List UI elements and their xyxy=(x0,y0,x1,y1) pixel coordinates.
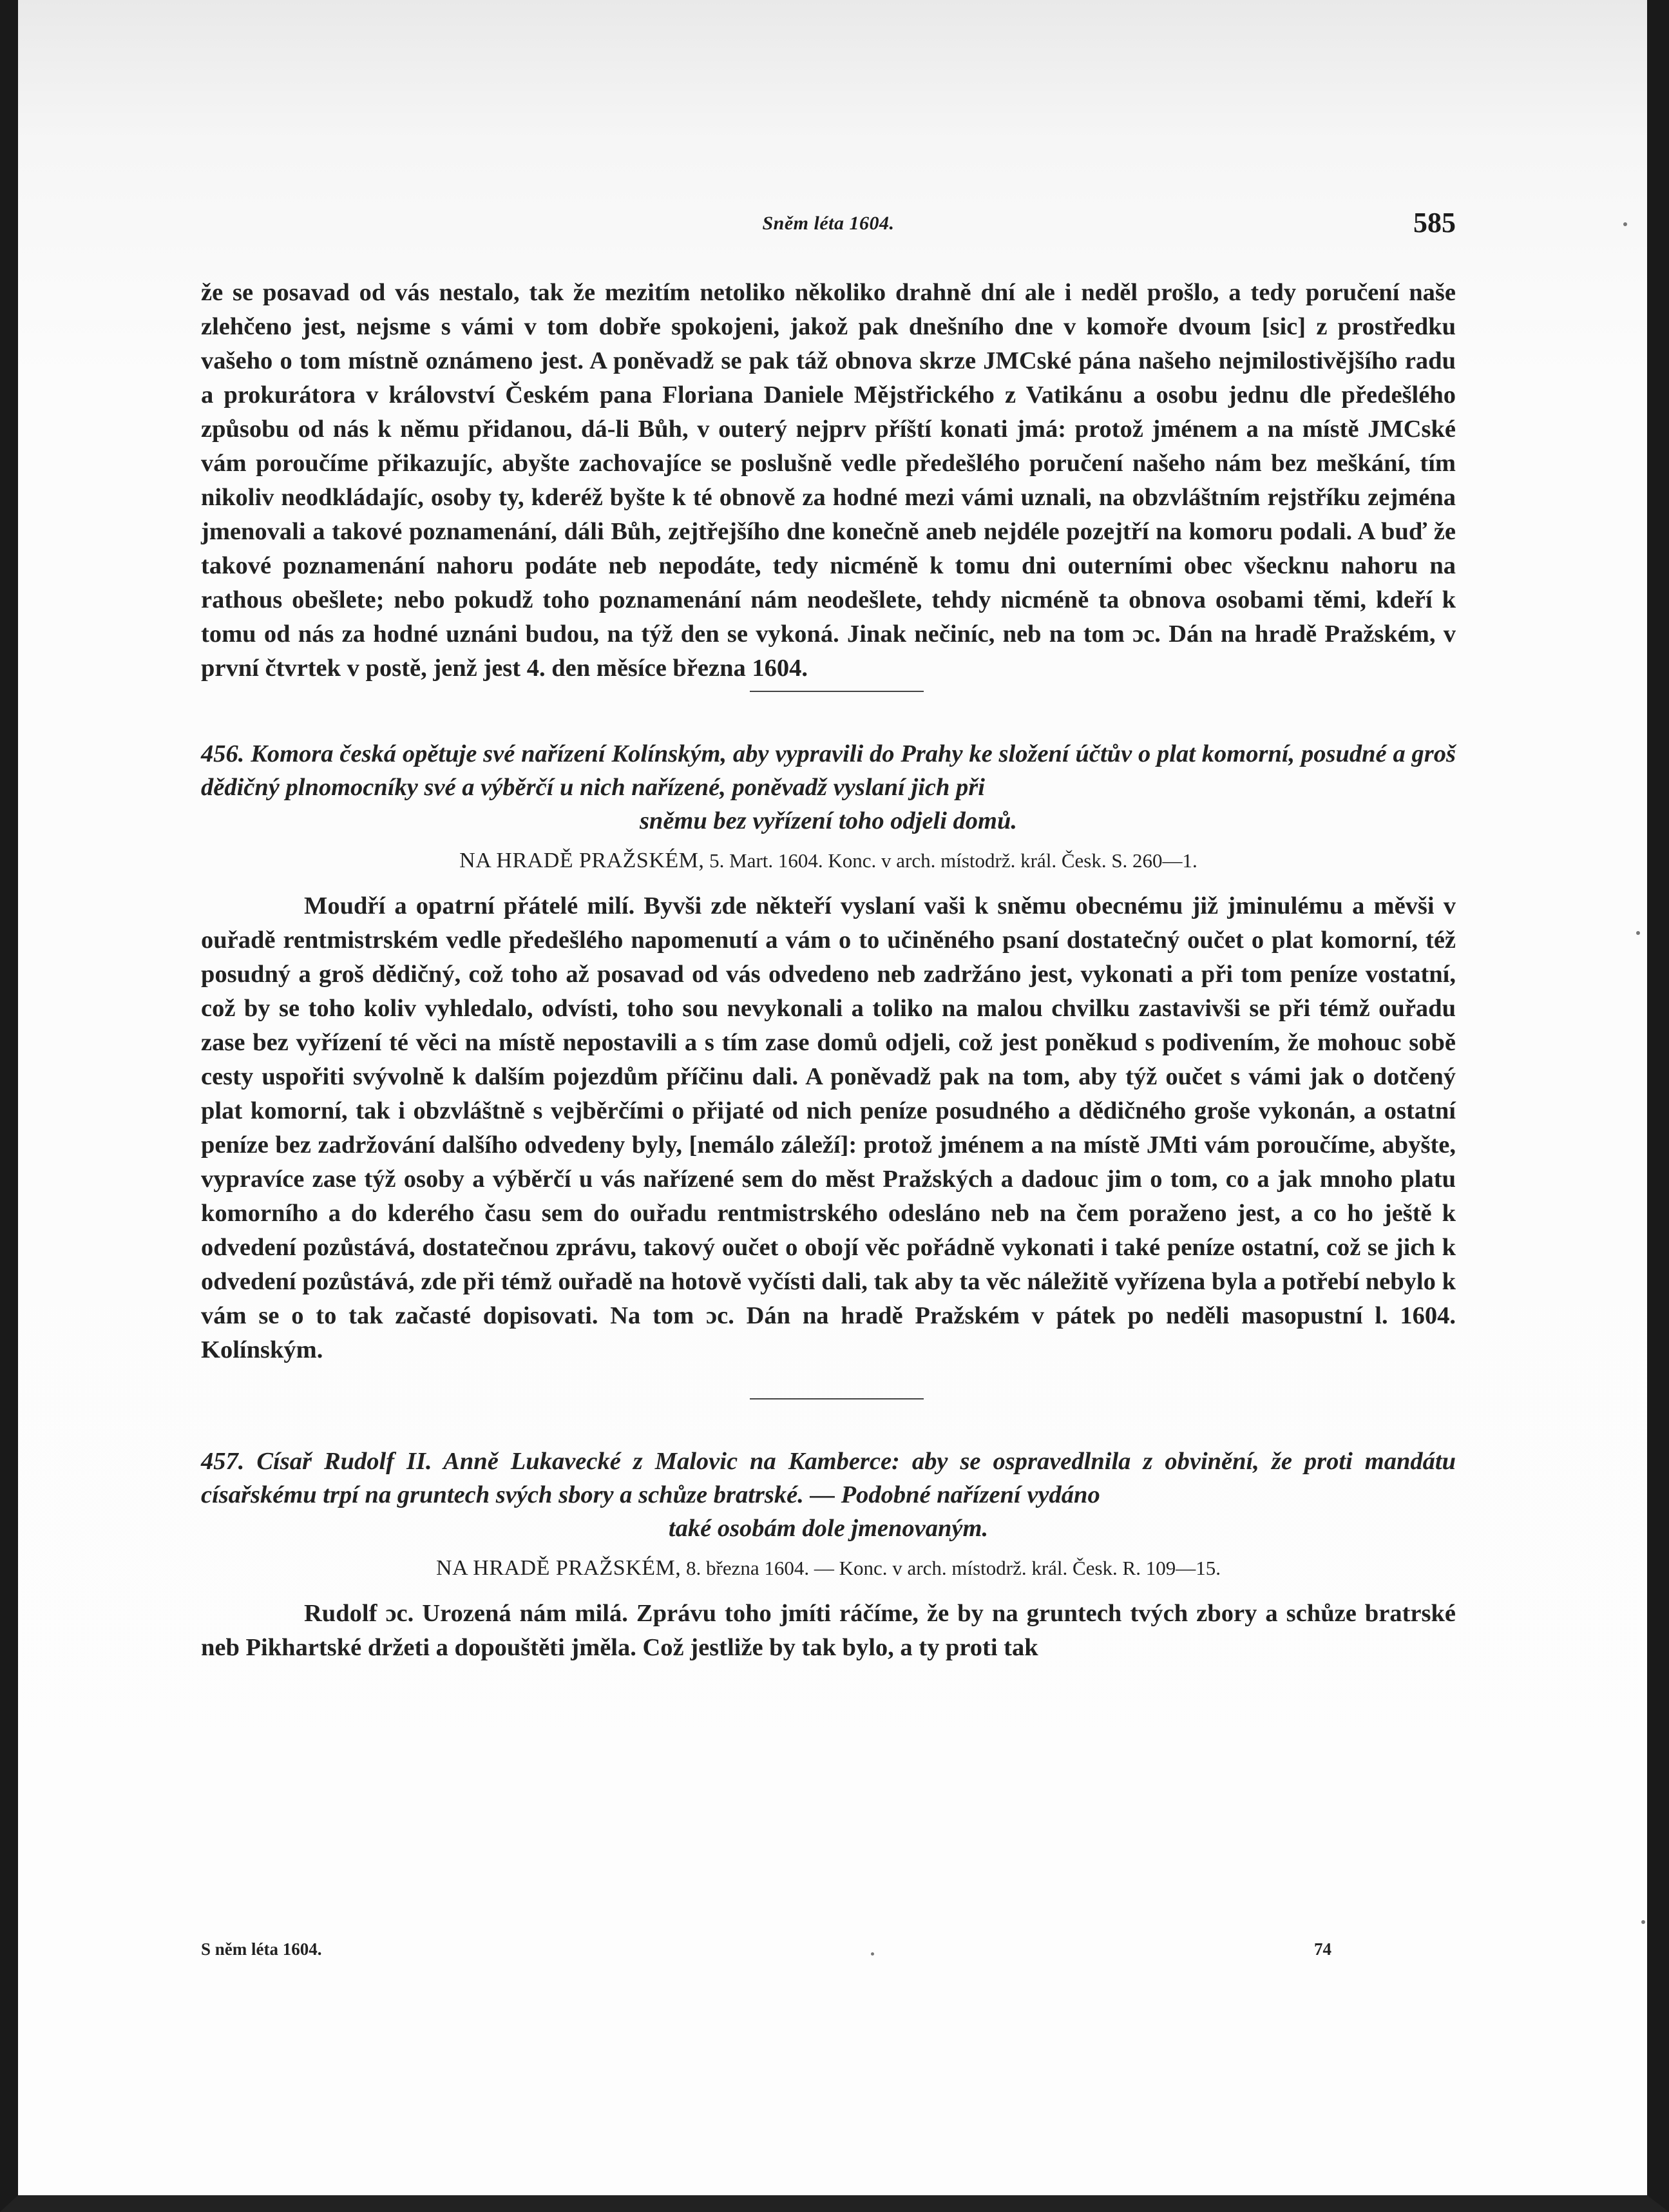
source-reference: 5. Mart. 1604. Konc. v arch. místodrž. král. Česk. S. 260—1. xyxy=(709,849,1197,872)
scan-speck xyxy=(871,1952,874,1956)
signature-title: S něm léta 1604. xyxy=(201,1939,322,1959)
signature-footer xyxy=(201,1939,1456,1965)
entry-heading-tail: sněmu bez vyřízení toho odjeli domů. xyxy=(639,807,1018,834)
entry-heading xyxy=(201,737,1456,838)
page-content xyxy=(201,206,1456,1665)
entry-source xyxy=(201,1554,1456,1582)
scan-speck xyxy=(1636,931,1640,935)
opening-paragraph: že se posavad od vás nestalo, tak že mezitím netoliko několiko drahně dní ale i neděl prošlo, a tedy poručení naše zlehčeno jest, nejsme s vámi v tom dobře spokojeni, jakož pak dnešního dne v komoře dvoum [sic] z prostředku vašeho o tom místně oznámeno jest. A poněvadž se pak táž obnova skrze JMCské pána našeho nejmilostivějšího radu a prokurátora v království Českém pana Floriana Daniele Mějstřického z Vatikánu a osobu jednu dle předešlého způsobu od nás k němu přidanou, dá-li Bůh, v outerý nejprv příští konati jmá: protož jménem a na místě JMCské vám poroučíme přikazujíc, abyšte zachovajíce se poslušně vedle předešlého poručení našeho nám bez meškání, tím nikoliv neodkládajíc, osoby ty, kderéž byšte k té obnově za hodné mezi vámi uznali, na obzvláštním rejstříku zejména jmenovali a takové poznamenání, dáli Bůh, zejtřejšího dne konečně aneb nejdéle pozejtří na komoru podali. A buď že takové poznamenání nahoru podáte neb nepodáte, tedy nicméně k tomu dni outerními obec všecknu nahoru na rathous obešlete; nebo pokudž toho poznamenání nám neodešlete, tehdy nicméně ta obnova osobami těmi, kdeří k tomu od nás za hodné uznáni budou, na týž den se vykoná. Jinak nečiníc, neb na tom ɔc. Dán na hradě Pražském, v první čtvrtek v postě, jenž jest 4. den měsíce března 1604. xyxy=(201,279,1456,682)
section-divider xyxy=(750,1398,924,1399)
entry-body: Moudří a opatrní přátelé milí. Byvši zde někteří vyslaní vaši k sněmu obecnému již jminulému a měvši v ouřadě rentmistrském vedle předešlého napomenutí a vám o to učiněného psaní dostatečný oučet o plat komorní, též posudný a groš dědičný, což toho až posavad od vás odvedeno neb zadržáno jest, vykonati a při tom peníze vostatní, což by se toho koliv vyhledalo, odvísti, toho sou nevykonali a toliko na malou chvilku zastavivši se při témž ouřadu zase bez vyřízení té věci na místě nepostavili a s tím zase domů odjeli, což jest poněkud s podivením, že mohouc sobě cesty uspořiti svývolně k dalším pojezdům příčinu dali. A poněvadž pak na tom, aby týž oučet s vámi jak o dotčený plat komorní, tak i obzvláštně s vejběrčími o přijaté od nich peníze posudného a dědičného groše vykonán, a ostatní peníze bez zadržování dalšího odvedeny byly, [nemálo záleží]: protož jménem a na místě JMti vám poroučíme, abyšte, vypravíce zase týž osoby a výběrčí u vás nařízené sem do měst Pražských a dadouc jim o tom, co a jak mnoho platu komorního a do kderého času sem do ouřadu rentmistrského odesláno neb na čem poraženo jest, a co ho ještě k odvedení pozůstává, dostatečnou zprávu, takový oučet o obojí věc pořádně vykonati i také peníze ostatní, což se jich k odvedení pozůstává, zde při témž ouřadě na hotově vyčísti dali, tak aby ta věc náležitě vyřízena byla a potřebí nebylo k vám se o to tak začasté dopisovati. Na tom ɔc. Dán na hradě Pražském v pátek po neděli masopustní l. 1604. Kolínským. xyxy=(201,892,1456,1363)
signature-number: 74 xyxy=(1314,1939,1331,1959)
source-place: NA HRADĚ PRAŽSKÉM, xyxy=(436,1556,682,1580)
entry-heading xyxy=(201,1445,1456,1545)
running-header xyxy=(201,206,1456,251)
section-divider xyxy=(750,691,924,692)
scan-speck xyxy=(1623,222,1627,226)
source-reference: 8. března 1604. — Konc. v arch. místodrž. král. Česk. R. 109—15. xyxy=(686,1557,1221,1579)
source-place: NA HRADĚ PRAŽSKÉM, xyxy=(459,849,705,872)
page-number: 585 xyxy=(1413,207,1456,238)
scan-speck xyxy=(1641,1920,1645,1924)
entry-heading-text: 456. Komora česká opětuje své nařízení Kolínským, aby vypravili do Prahy ke složení účtův o plat komorní, posudné a groš dědičný plnomocníky své a výběrčí u nich nařízené, poněvadž vyslaní jich při xyxy=(201,740,1456,801)
entry-457 xyxy=(201,1445,1456,1665)
entry-heading-text: 457. Císař Rudolf II. Anně Lukavecké z Malovic na Kamberce: aby se ospravedlnila z obvinění, že proti mandátu císařskému trpí na gruntech svých sbory a schůze bratrské. — Podobné nařízení vydáno xyxy=(201,1448,1456,1508)
entry-heading-tail: také osobám dole jmenovaným. xyxy=(668,1515,989,1542)
entry-456 xyxy=(201,737,1456,1367)
entry-source xyxy=(201,847,1456,875)
entry-body: Rudolf ɔc. Urozená nám milá. Zprávu toho jmíti ráčíme, že by na gruntech tvých zbory a schůze bratrské neb Pikhartské držeti a dopouštěti jměla. Což jestliže by tak bylo, a ty proti tak xyxy=(201,1600,1456,1661)
running-title: Sněm léta 1604. xyxy=(762,213,895,234)
